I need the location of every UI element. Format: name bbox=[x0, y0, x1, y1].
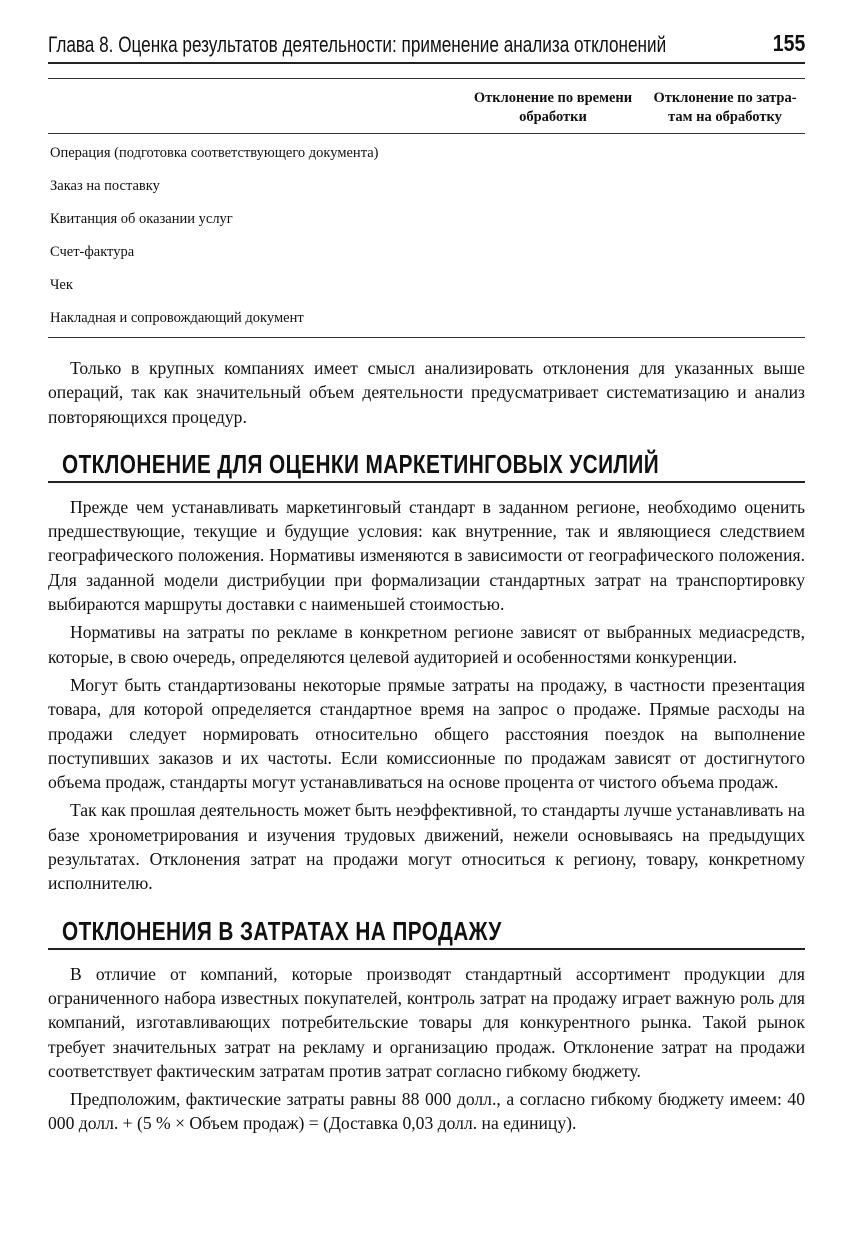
column-header: Отклонение по затра-там на обработку bbox=[653, 90, 797, 125]
table-row: Квитанция об оказании услуг bbox=[50, 211, 233, 227]
section-heading bbox=[48, 916, 805, 950]
paragraph: Нормативы на затраты по рекламе в конкретном регионе зависят от выбранных медиасредств, которые, в свою очередь, определяются целевой аудиторией и особенностями конкуренции. bbox=[48, 622, 805, 667]
section-heading bbox=[48, 449, 805, 483]
chapter-title: Глава 8. Оценка результатов деятельности: применение анализа отклонений bbox=[48, 32, 667, 57]
section-heading-text: ОТКЛОНЕНИЯ В ЗАТРАТАХ НА ПРОДАЖУ bbox=[62, 915, 502, 946]
table-row: Счет-фактура bbox=[50, 244, 135, 260]
table-row: Операция (подготовка соответствующего документа) bbox=[50, 145, 379, 161]
table-row: Чек bbox=[50, 277, 73, 293]
column-header: Отклонение по времени обработки bbox=[473, 90, 633, 125]
running-header bbox=[48, 30, 805, 64]
table-header bbox=[48, 78, 805, 134]
paragraph: В отличие от компаний, которые производят стандартный ассортимент продукции для ограниченного набора известных покупателей, контроль затрат на продажу играет важную роль для компаний, изготавливающих потребительские товары для конкурентного рынка. Такой рынок требует значительных затрат на рекламу и организацию продаж. Отклонение затрат на продажи соответствует фактическим затратам против затрат согласно гибкому бюджету. bbox=[48, 963, 805, 1081]
page-number: 155 bbox=[772, 30, 805, 56]
paragraph: Предположим, фактические затраты равны 88 000 долл., а согласно гибкому бюджету имеем: 40 000 долл. + (5 % × Объем продаж) = (Доставка 0,03 долл. на единицу). bbox=[48, 1089, 805, 1134]
table-row: Накладная и сопровождающий документ bbox=[50, 310, 304, 326]
table-row: Заказ на поставку bbox=[50, 178, 160, 194]
section-heading-text: ОТКЛОНЕНИЕ ДЛЯ ОЦЕНКИ МАРКЕТИНГОВЫХ УСИЛИЙ bbox=[62, 448, 660, 479]
paragraph: Прежде чем устанавливать маркетинговый стандарт в заданном регионе, необходимо оценить предшествующие, текущие и будущие условия: как внутренние, так и являющиеся следствием географического положения. Нормативы изменяются в зависимости от географического положения. Для заданной модели дистрибуции при формализации стандартных затрат на транспортировку выбираются маршруты доставки с наименьшей стоимостью. bbox=[48, 496, 805, 615]
paragraph: Могут быть стандартизованы некоторые прямые затраты на продажу, в частности презентация товара, для которой определяется стандартное время на запрос о продаже. Прямые расходы на продажи следует нормировать относительно общего расстояния поездок на выполнение поступивших заказов и их частоты. Если комиссионные по продажам зависят от достигнутого объема продаж, стандарты могут устанавливаться на основе процента от чистого объема продаж. bbox=[48, 674, 805, 793]
paragraph: Только в крупных компаниях имеет смысл анализировать отклонения для указанных выше операций, так как значительный объем деятельности предусматривает систематизацию и анализ повторяющихся процедур. bbox=[48, 358, 805, 427]
operations-table bbox=[48, 78, 805, 338]
paragraph: Так как прошлая деятельность может быть неэффективной, то стандарты лучше устанавливать на базе хронометрирования и изучения трудовых движений, нежели основываясь на предыдущих результатах. Отклонения затрат на продажи могут относиться к региону, товару, конкретному исполнителю. bbox=[48, 800, 805, 894]
